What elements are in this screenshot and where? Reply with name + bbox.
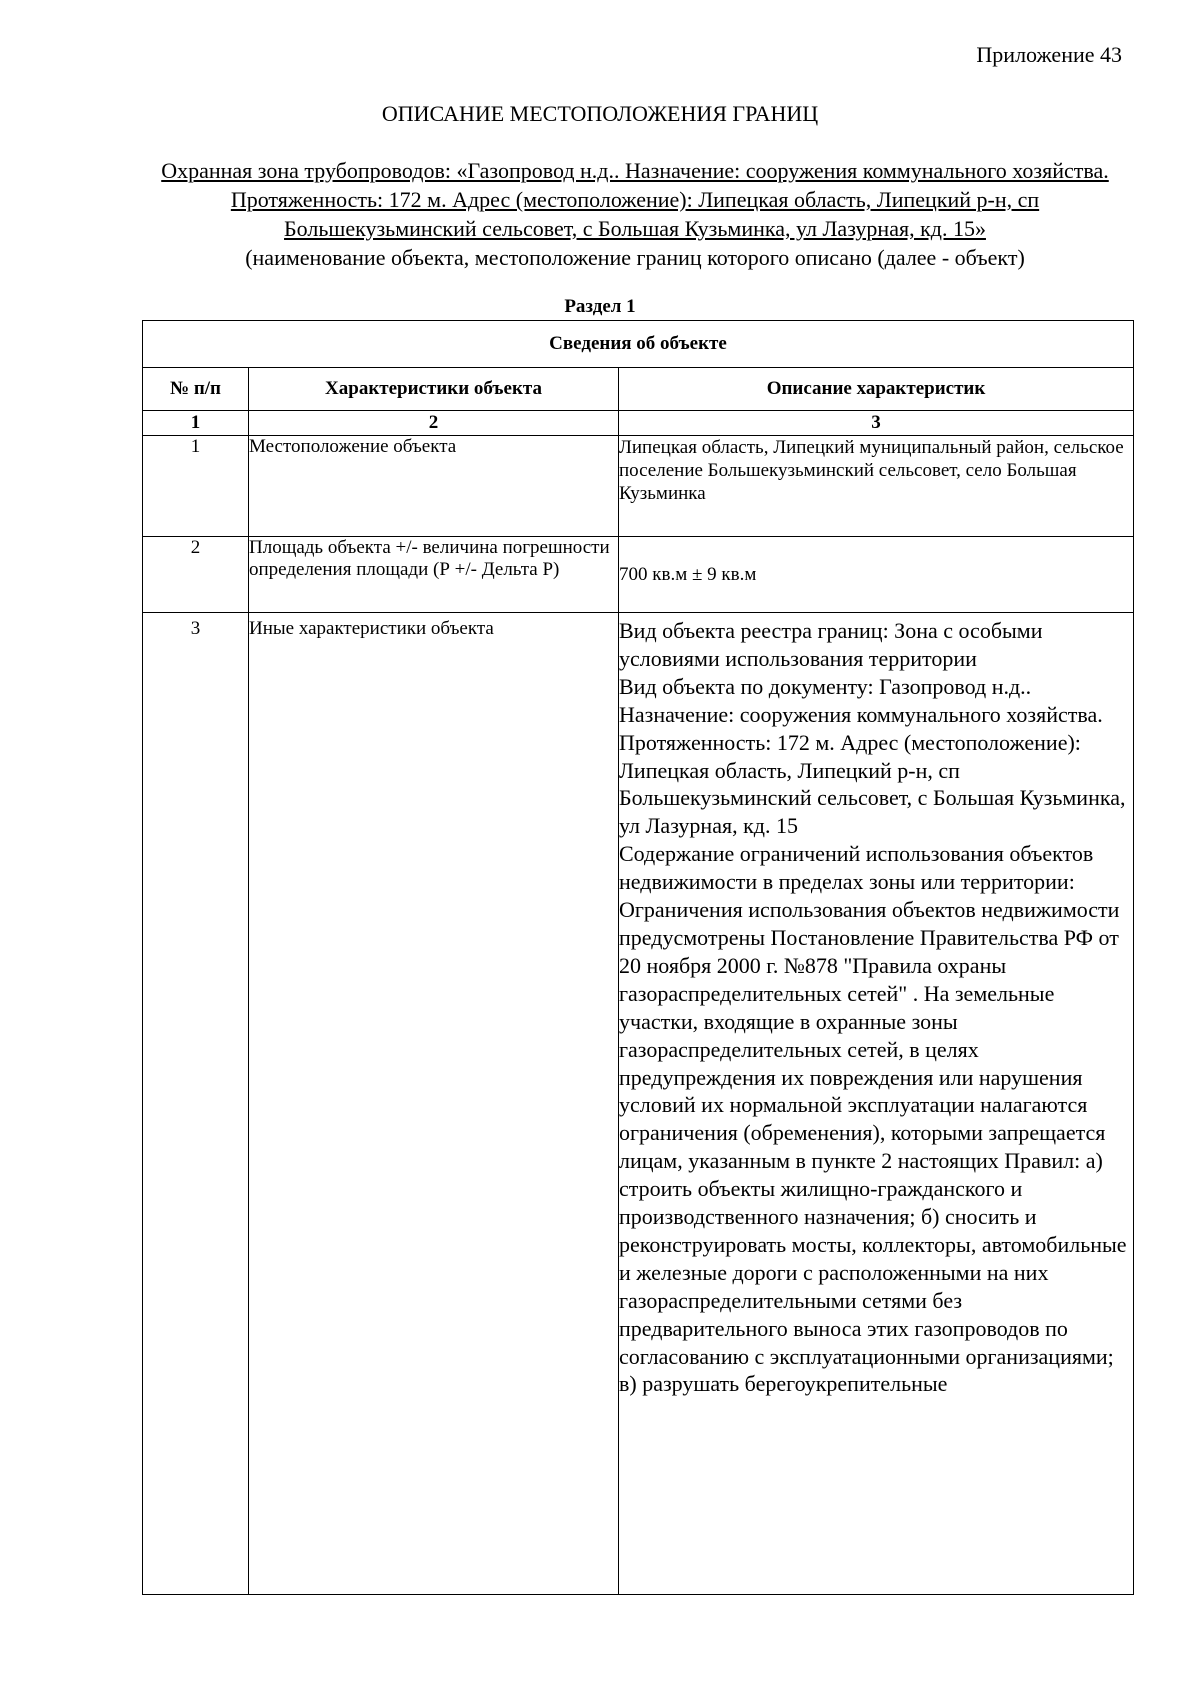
object-name: Охранная зона трубопроводов: «Газопровод н.д.. Назначение: сооружения коммунального хозяйства. Протяженность: 172 м. Адрес (местоположение): Липецкая область, Липецкий р-н, сп Большекузьминский сельсовет, с Большая Кузьминка, ул Лазурная, кд. 15» — [161, 158, 1109, 241]
column-header-number: № п/п — [143, 368, 249, 411]
row-number: 3 — [143, 613, 249, 1595]
row-description: Липецкая область, Липецкий муниципальный район, сельское поселение Большекузьминский сельсовет, село Большая Кузьминка — [619, 436, 1134, 537]
column-number: 2 — [249, 411, 619, 436]
column-number: 3 — [619, 411, 1134, 436]
table-row — [143, 613, 1134, 1595]
row-number: 1 — [143, 436, 249, 537]
column-header-characteristic: Характеристики объекта — [249, 368, 619, 411]
description-restrictions: Содержание ограничений использования объектов недвижимости в пределах зоны или территории: Ограничения использования объектов недвижимости предусмотрены Постановление Правительства РФ от 20 ноября 2000 г. №878 "Правила охраны газораспределительных сетей" . На земельные участки, входящие в охранные зоны газораспределительных сетей, в целях предупреждения их повреждения или нарушения условий их нормальной эксплуатации налагаются ограничения (обременения), которыми запрещается лицам, указанным в пункте 2 настоящих Правил: а) строить объекты жилищно-гражданского и производственного назначения; б) сносить и реконструировать мосты, коллекторы, автомобильные и железные дороги с расположенными на них газораспределительными сетями без предварительного выноса этих газопроводов по согласованию с эксплуатационными организациями; в) разрушать берегоукрепительные — [619, 841, 1127, 1397]
table-caption: Сведения об объекте — [143, 321, 1134, 368]
row-characteristic: Площадь объекта +/- величина погрешности определения площади (Р +/- Дельта Р) — [249, 537, 619, 613]
table-row — [143, 537, 1134, 613]
column-number-row — [143, 411, 1134, 436]
appendix-label: Приложение 43 — [976, 42, 1122, 67]
section-label: Раздел 1 — [564, 296, 636, 317]
document-title: ОПИСАНИЕ МЕСТОПОЛОЖЕНИЯ ГРАНИЦ — [381, 101, 819, 126]
row-characteristic: Иные характеристики объекта — [249, 613, 619, 1595]
row-characteristic: Местоположение объекта — [249, 436, 619, 537]
row-description — [619, 613, 1134, 1595]
description-document-type: Вид объекта по документу: Газопровод н.д.. Назначение: сооружения коммунального хозяйства. Протяженность: 172 м. Адрес (местоположение): Липецкая область, Липецкий р-н, сп Большекузьминский сельсовет, с Большая Кузьминка, ул Лазурная, кд. 15 — [619, 673, 1126, 839]
table-header-row — [143, 368, 1134, 411]
object-block — [140, 156, 1130, 272]
column-number: 1 — [143, 411, 249, 436]
table-row — [143, 436, 1134, 537]
row-description: 700 кв.м ± 9 кв.м — [619, 537, 1134, 613]
row-number: 2 — [143, 537, 249, 613]
description-registry-type: Вид объекта реестра границ: Зона с особыми условиями использования территории — [619, 618, 1043, 671]
object-info-table — [142, 320, 1134, 1595]
object-caption: (наименование объекта, местоположение границ которого описано (далее - объект) — [245, 245, 1025, 270]
column-header-description: Описание характеристик — [619, 368, 1134, 411]
table-caption-row — [143, 321, 1134, 368]
